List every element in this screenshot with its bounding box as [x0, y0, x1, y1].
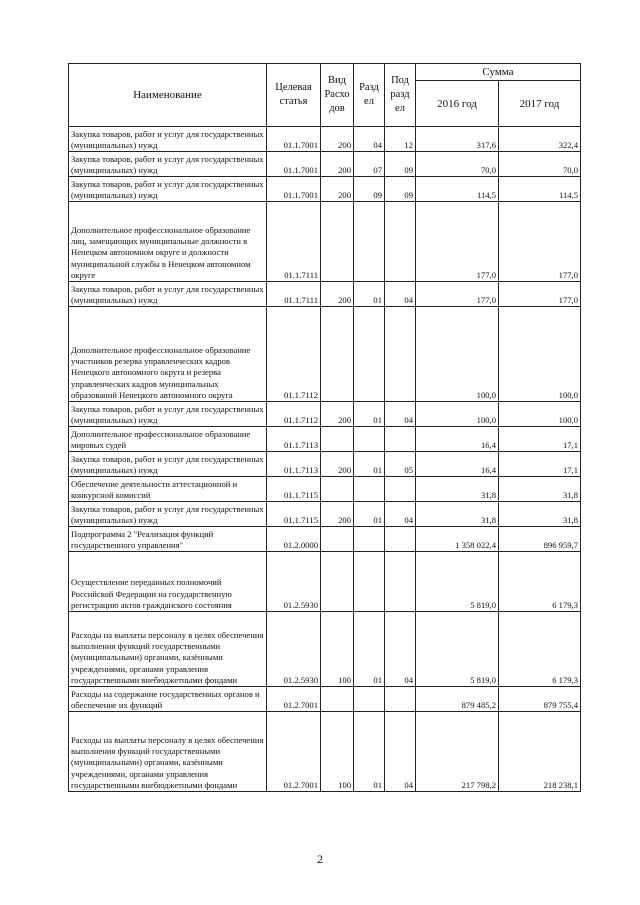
cell-subsection	[385, 202, 416, 282]
cell-2016: 16,4	[416, 427, 499, 452]
cell-2017: 6 179,3	[499, 612, 581, 687]
table-row	[69, 402, 581, 427]
cell-2017: 31,8	[499, 477, 581, 502]
cell-2017: 100,0	[499, 402, 581, 427]
cell-2016: 5 819,0	[416, 552, 499, 612]
cell-subsection: 04	[385, 282, 416, 307]
cell-target: 01.2.7001	[267, 687, 321, 712]
cell-expense-type: 100	[321, 612, 354, 687]
cell-expense-type	[321, 552, 354, 612]
cell-target: 01.1.7113	[267, 452, 321, 477]
table-row	[69, 502, 581, 527]
cell-2016: 5 819,0	[416, 612, 499, 687]
cell-expense-type: 200	[321, 177, 354, 202]
cell-2016: 1 358 022,4	[416, 527, 499, 552]
cell-name: Расходы на содержание государственных органов и обеспечение их функций	[69, 687, 267, 712]
cell-expense-type: 200	[321, 452, 354, 477]
cell-expense-type: 200	[321, 152, 354, 177]
table-row	[69, 282, 581, 307]
cell-name: Дополнительное профессиональное образование мировых судей	[69, 427, 267, 452]
table-row	[69, 307, 581, 402]
cell-2017: 17,1	[499, 452, 581, 477]
table-row	[69, 152, 581, 177]
cell-2017: 218 238,1	[499, 712, 581, 792]
header-sum: Сумма	[416, 64, 581, 81]
cell-name: Дополнительное профессиональное образование лиц, замещающих муниципальные должности в Ненецком автономном округе и должности муниципальной службы в Ненецком автономном округе	[69, 202, 267, 282]
cell-2017: 17,1	[499, 427, 581, 452]
cell-section: 01	[354, 712, 385, 792]
cell-2017: 322,4	[499, 127, 581, 152]
cell-name: Закупка товаров, работ и услуг для государственных (муниципальных) нужд	[69, 282, 267, 307]
cell-expense-type	[321, 202, 354, 282]
table-row	[69, 127, 581, 152]
cell-expense-type	[321, 687, 354, 712]
cell-subsection: 12	[385, 127, 416, 152]
cell-expense-type: 200	[321, 282, 354, 307]
header-expense-type: Вид Расхо дов	[321, 64, 354, 127]
cell-name: Закупка товаров, работ и услуг для государственных (муниципальных) нужд	[69, 152, 267, 177]
cell-section: 01	[354, 612, 385, 687]
cell-subsection: 04	[385, 402, 416, 427]
cell-2017: 31,8	[499, 502, 581, 527]
cell-section: 07	[354, 152, 385, 177]
cell-2016: 177,0	[416, 282, 499, 307]
cell-target: 01.1.7001	[267, 127, 321, 152]
cell-section	[354, 202, 385, 282]
cell-target: 01.2.0000	[267, 527, 321, 552]
cell-expense-type: 200	[321, 127, 354, 152]
cell-2016: 217 798,2	[416, 712, 499, 792]
cell-2016: 114,5	[416, 177, 499, 202]
cell-2016: 177,0	[416, 202, 499, 282]
cell-2017: 100,0	[499, 307, 581, 402]
cell-2016: 70,0	[416, 152, 499, 177]
table-row	[69, 477, 581, 502]
table-row	[69, 612, 581, 687]
cell-section: 01	[354, 282, 385, 307]
cell-name: Дополнительное профессиональное образование участников резерва управленческих кадров Ненецкого автономного округа и резерва управленческих кадров муниципальных образований Ненецкого автономного округа	[69, 307, 267, 402]
header-section: Разд ел	[354, 64, 385, 127]
cell-expense-type	[321, 307, 354, 402]
header-subsection: Под разд ел	[385, 64, 416, 127]
cell-2016: 31,8	[416, 502, 499, 527]
cell-target: 01.1.7113	[267, 427, 321, 452]
cell-2016: 879 485,2	[416, 687, 499, 712]
budget-table	[68, 63, 581, 792]
cell-name: Закупка товаров, работ и услуг для государственных (муниципальных) нужд	[69, 402, 267, 427]
table-row	[69, 552, 581, 612]
cell-subsection: 04	[385, 502, 416, 527]
cell-name: Осуществление переданных полномочий Российской Федерации на государственную регистрацию актов гражданского состояния	[69, 552, 267, 612]
cell-2017: 879 755,4	[499, 687, 581, 712]
cell-section: 01	[354, 452, 385, 477]
cell-target: 01.1.7111	[267, 202, 321, 282]
table-row	[69, 527, 581, 552]
table-row	[69, 427, 581, 452]
cell-name: Закупка товаров, работ и услуг для государственных (муниципальных) нужд	[69, 452, 267, 477]
cell-2017: 6 179,3	[499, 552, 581, 612]
table-row	[69, 712, 581, 792]
cell-subsection: 04	[385, 612, 416, 687]
cell-target: 01.2.5930	[267, 552, 321, 612]
cell-2016: 100,0	[416, 307, 499, 402]
cell-target: 01.1.7115	[267, 502, 321, 527]
cell-section: 01	[354, 402, 385, 427]
cell-expense-type	[321, 427, 354, 452]
cell-subsection: 05	[385, 452, 416, 477]
cell-2017: 896 959,7	[499, 527, 581, 552]
cell-expense-type: 100	[321, 712, 354, 792]
cell-2016: 100,0	[416, 402, 499, 427]
header-target: Целевая статья	[267, 64, 321, 127]
cell-subsection: 09	[385, 152, 416, 177]
cell-target: 01.1.7112	[267, 307, 321, 402]
cell-target: 01.1.7001	[267, 152, 321, 177]
header-name: Наименование	[69, 64, 267, 127]
cell-section	[354, 477, 385, 502]
cell-name: Закупка товаров, работ и услуг для государственных (муниципальных) нужд	[69, 177, 267, 202]
cell-name: Обеспечение деятельности аттестационной и конкурсной комиссий	[69, 477, 267, 502]
cell-subsection	[385, 307, 416, 402]
cell-name: Подпрограмма 2 "Реализация функций государственного управления"	[69, 527, 267, 552]
cell-subsection: 04	[385, 712, 416, 792]
cell-name: Закупка товаров, работ и услуг для государственных (муниципальных) нужд	[69, 502, 267, 527]
table-row	[69, 687, 581, 712]
cell-section	[354, 527, 385, 552]
cell-section	[354, 687, 385, 712]
cell-target: 01.1.7111	[267, 282, 321, 307]
page-number: 2	[317, 852, 323, 866]
cell-subsection: 09	[385, 177, 416, 202]
cell-2017: 70,0	[499, 152, 581, 177]
cell-2017: 177,0	[499, 202, 581, 282]
table-row	[69, 452, 581, 477]
cell-2016: 317,6	[416, 127, 499, 152]
cell-expense-type	[321, 477, 354, 502]
cell-subsection	[385, 477, 416, 502]
cell-section	[354, 427, 385, 452]
cell-target: 01.1.7115	[267, 477, 321, 502]
cell-name: Расходы на выплаты персоналу в целях обеспечения выполнения функций государственными (муниципальными) органами, казёнными учреждениями, органами управления государственными внебюджетными фондами	[69, 612, 267, 687]
cell-2017: 114,5	[499, 177, 581, 202]
cell-section: 04	[354, 127, 385, 152]
header-year-2017: 2017 год	[499, 81, 581, 127]
cell-target: 01.2.5930	[267, 612, 321, 687]
table-row	[69, 177, 581, 202]
cell-subsection	[385, 427, 416, 452]
cell-target: 01.2.7001	[267, 712, 321, 792]
cell-name: Закупка товаров, работ и услуг для государственных (муниципальных) нужд	[69, 127, 267, 152]
cell-2016: 16,4	[416, 452, 499, 477]
cell-subsection	[385, 552, 416, 612]
cell-target: 01.1.7112	[267, 402, 321, 427]
header-year-2016: 2016 год	[416, 81, 499, 127]
cell-section	[354, 307, 385, 402]
cell-2016: 31,8	[416, 477, 499, 502]
cell-subsection	[385, 527, 416, 552]
cell-target: 01.1.7001	[267, 177, 321, 202]
table-body	[69, 127, 581, 792]
cell-expense-type	[321, 527, 354, 552]
cell-section	[354, 552, 385, 612]
table-row	[69, 202, 581, 282]
cell-expense-type: 200	[321, 402, 354, 427]
cell-expense-type: 200	[321, 502, 354, 527]
cell-section: 01	[354, 502, 385, 527]
cell-section: 09	[354, 177, 385, 202]
cell-2017: 177,0	[499, 282, 581, 307]
cell-subsection	[385, 687, 416, 712]
cell-name: Расходы на выплаты персоналу в целях обеспечения выполнения функций государственными (муниципальными) органами, казёнными учреждениями, органами управления государственными внебюджетными фондами	[69, 712, 267, 792]
